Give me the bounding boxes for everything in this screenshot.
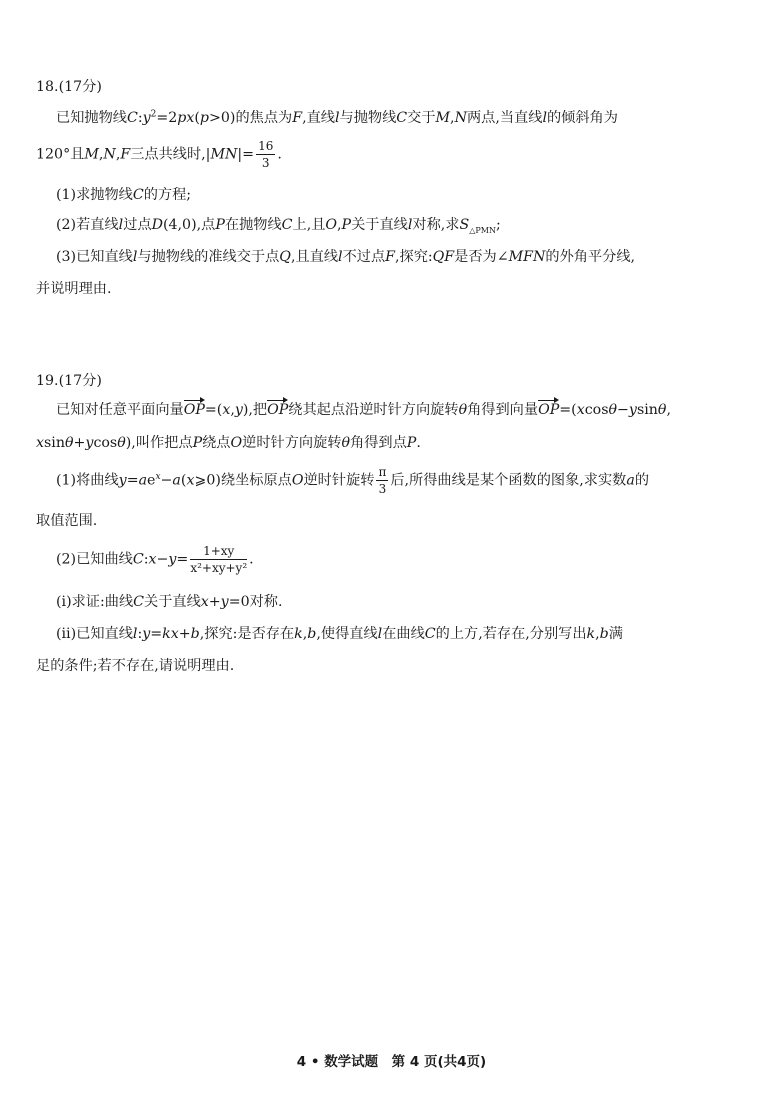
q19-stem-line1: 已知对任意平面向量OP=(x,y),把OP绕其起点沿逆时针方向旋转θ角得到向量OP=(xcosθ−ysinθ, xyxy=(56,399,671,419)
q19-stem-line2: xsinθ+ycosθ),叫作把点P绕点O逆时针方向旋转θ角得到点P. xyxy=(36,435,421,451)
q19-part2-i: (ⅰ)求证:曲线C关于直线x+y=0对称. xyxy=(56,594,283,610)
vector-op: OP xyxy=(267,399,288,418)
q18-part1: (1)求抛物线C的方程; xyxy=(56,187,192,203)
q18-part2: (2)若直线l过点D(4,0),点P在抛物线C上,且O,P关于直线l对称,求$S_{\triangle PMN}$; xyxy=(56,217,501,235)
vector-op-prime: OP xyxy=(538,399,559,418)
q19-part2-ii: (ⅱ)已知直线l:y=kx+b,探究:是否存在k,b,使得直线l在曲线C的上方,若存在,分别写出k,b满 xyxy=(56,626,623,642)
q19-part1: (1)将曲线$y=ae^x-a(x⩾0)$绕坐标原点O逆时针旋转 $\frac{\pi}{3}$ 后,所得曲线是某个函数的图象,求实数a的 xyxy=(56,465,650,496)
vector-op: OP xyxy=(184,399,205,418)
q18-part3: (3)已知直线l与抛物线的准线交于点Q,且直线l不过点F,探究:QF是否为∠MFN的外角平分线, xyxy=(56,249,636,265)
q19-heading: 19.(17分) xyxy=(36,373,102,389)
q18-part3-cont: 并说明理由. xyxy=(36,281,112,297)
fraction-curve-c: $\frac{1+xy}{\text{x²+xy+y²}}$ xyxy=(190,544,248,575)
fraction-pi-over-3: $\frac{\pi}{3}$ xyxy=(378,465,387,496)
q18-stem-line1: 已知抛物线$C:y^2=2px(p>0)$的焦点为F,直线l与抛物线C交于M,N两点,当直线l的倾斜角为 xyxy=(56,109,618,126)
q19-part2: (2)已知曲线C:x−y= $\frac{1+xy}{\text{x²+xy+y²}}$ . xyxy=(56,544,254,575)
q19-part1-cont: 取值范围. xyxy=(36,513,98,529)
fraction-16-over-3: $\frac{16}{3}$ xyxy=(258,139,274,170)
page-footer: 4 • 数学试题 第 4 页(共4页) xyxy=(296,1054,487,1070)
q18-stem-line2: 120°且M,N,F三点共线时,|MN|= $\frac{16}{3}$ . xyxy=(36,139,282,170)
q18-heading: 18.(17分) xyxy=(36,79,102,95)
q19-part2-ii-cont: 足的条件;若不存在,请说明理由. xyxy=(36,658,235,674)
